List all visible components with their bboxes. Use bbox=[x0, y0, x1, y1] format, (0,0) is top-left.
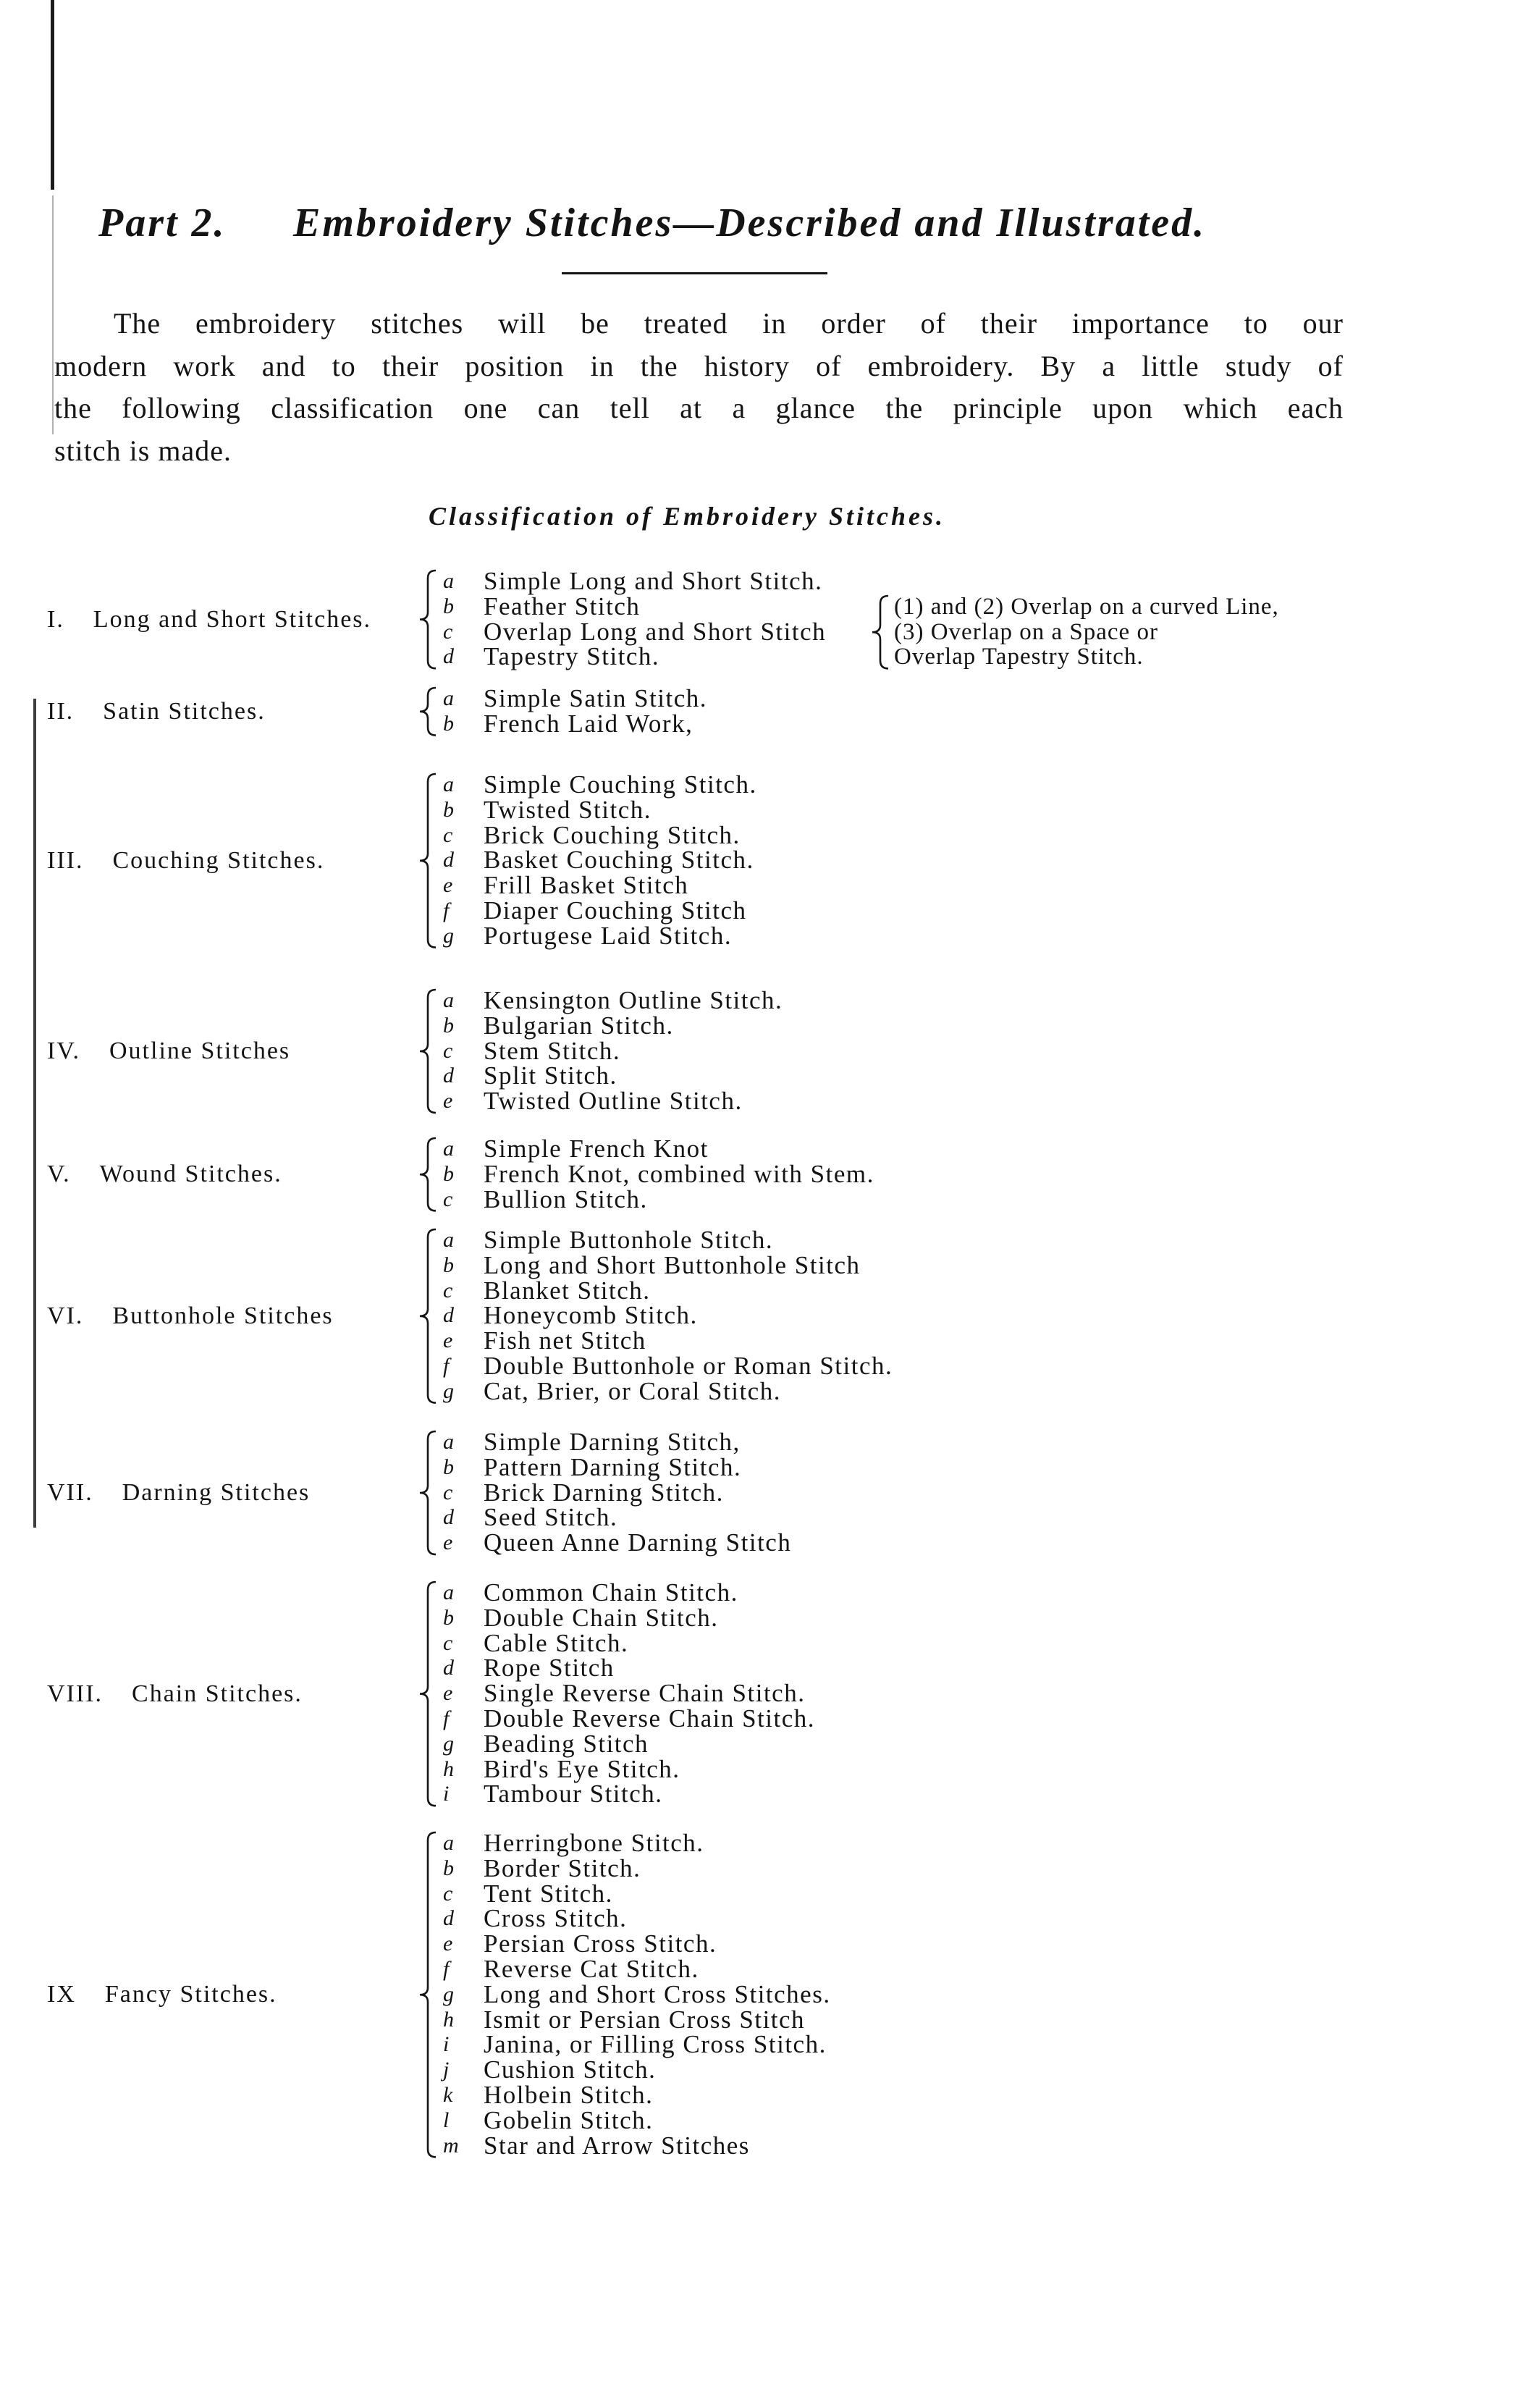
list-item bbox=[0, 1879, 1518, 1908]
section-numeral: V. bbox=[47, 1161, 71, 1188]
list-item bbox=[0, 921, 1518, 950]
scan-margin-mark bbox=[51, 0, 54, 190]
item-letter: l bbox=[443, 2108, 450, 2132]
item-text: Beading Stitch bbox=[484, 1729, 649, 1758]
title-divider bbox=[562, 272, 827, 274]
section-numeral: VI. bbox=[47, 1302, 84, 1329]
item-letter: e bbox=[443, 1681, 454, 1706]
item-letter: a bbox=[443, 988, 455, 1012]
item-text: Kensington Outline Stitch. bbox=[484, 986, 783, 1014]
item-text: Bird's Eye Stitch. bbox=[484, 1754, 680, 1783]
item-letter: c bbox=[443, 1881, 454, 1906]
list-item bbox=[0, 873, 1518, 898]
list-item bbox=[0, 1228, 1518, 1253]
item-letter: d bbox=[443, 848, 455, 872]
item-letter: b bbox=[443, 797, 455, 822]
item-letter: e bbox=[443, 1089, 454, 1114]
section-numeral: IV. bbox=[47, 1037, 80, 1064]
item-letter: c bbox=[443, 1278, 454, 1302]
list-item bbox=[0, 569, 1518, 594]
item-text: Brick Darning Stitch. bbox=[484, 1478, 724, 1507]
item-letter: a bbox=[443, 1228, 455, 1252]
section-name: Fancy Stitches. bbox=[104, 1981, 277, 2008]
section-wound-stitches bbox=[0, 1134, 1518, 1213]
item-text: Border Stitch. bbox=[484, 1853, 641, 1882]
item-letter: b bbox=[443, 1253, 455, 1277]
list-item bbox=[0, 1452, 1518, 1481]
item-letter: f bbox=[443, 898, 450, 922]
item-text: Cross Stitch. bbox=[484, 1904, 628, 1933]
item-letter: f bbox=[443, 1354, 450, 1378]
item-text: Seed Stitch. bbox=[484, 1503, 618, 1532]
list-item bbox=[0, 1528, 1518, 1557]
item-text: Split Stitch. bbox=[484, 1061, 617, 1090]
item-text: Cat, Brier, or Coral Stitch. bbox=[484, 1376, 781, 1405]
list-item bbox=[0, 1906, 1518, 1932]
item-letter: a bbox=[443, 1430, 455, 1454]
list-item bbox=[0, 1603, 1518, 1632]
item-text: Portugese Laid Stitch. bbox=[484, 921, 733, 950]
item-text: Double Reverse Chain Stitch. bbox=[484, 1704, 816, 1733]
title-part-number: Part 2. bbox=[98, 201, 227, 245]
item-text: French Knot, combined with Stem. bbox=[484, 1159, 874, 1188]
list-item bbox=[0, 1134, 1518, 1163]
list-item bbox=[0, 2055, 1518, 2084]
item-letter: a bbox=[443, 1580, 455, 1604]
list-item bbox=[0, 848, 1518, 873]
item-text: Bulgarian Stitch. bbox=[484, 1011, 674, 1040]
scan-margin-mark bbox=[52, 195, 54, 434]
item-text: Long and Short Buttonhole Stitch bbox=[484, 1250, 861, 1279]
item-text: Twisted Stitch. bbox=[484, 795, 652, 824]
list-item bbox=[0, 770, 1518, 799]
section-outline-stitches bbox=[0, 988, 1518, 1114]
intro-paragraph bbox=[54, 303, 1344, 473]
item-letter: i bbox=[443, 2032, 450, 2057]
section-numeral: III. bbox=[47, 846, 84, 874]
section-numeral: IX bbox=[47, 1981, 76, 2008]
note-line: (1) and (2) Overlap on a curved Line, bbox=[894, 593, 1279, 620]
list-item bbox=[0, 2131, 1518, 2160]
list-item bbox=[0, 1159, 1518, 1188]
item-text: Feather Stitch bbox=[484, 592, 641, 620]
note-brace bbox=[871, 594, 890, 670]
note-line: Overlap Tapestry Stitch. bbox=[894, 644, 1144, 670]
item-letter: b bbox=[443, 1455, 455, 1479]
item-letter: g bbox=[443, 1731, 455, 1756]
item-text: Double Chain Stitch. bbox=[484, 1603, 719, 1632]
item-letter: k bbox=[443, 2083, 454, 2107]
item-text: Simple French Knot bbox=[484, 1134, 709, 1163]
list-item bbox=[0, 1326, 1518, 1355]
item-letter: f bbox=[443, 1706, 450, 1730]
section-couching-stitches bbox=[0, 770, 1518, 950]
list-item bbox=[0, 2005, 1518, 2034]
list-item bbox=[0, 1184, 1518, 1213]
classification-heading: Classification of Embroidery Stitches. bbox=[428, 502, 946, 531]
list-item bbox=[0, 1957, 1518, 1982]
item-letter: d bbox=[443, 644, 455, 669]
item-text: Simple Satin Stitch. bbox=[484, 684, 708, 712]
list-item bbox=[0, 1979, 1518, 2008]
item-text: Honeycomb Stitch. bbox=[484, 1301, 698, 1330]
item-text: Star and Arrow Stitches bbox=[484, 2131, 750, 2160]
section-long-and-short-stitches bbox=[0, 569, 1518, 670]
item-text: Reverse Cat Stitch. bbox=[484, 1955, 699, 1983]
item-text: Simple Darning Stitch, bbox=[484, 1428, 741, 1456]
item-letter: c bbox=[443, 1480, 454, 1504]
item-text: Persian Cross Stitch. bbox=[484, 1929, 717, 1958]
item-letter: d bbox=[443, 1656, 455, 1680]
item-letter: a bbox=[443, 686, 455, 710]
list-item bbox=[0, 686, 1518, 712]
list-item bbox=[0, 1853, 1518, 1882]
section-numeral: VIII. bbox=[47, 1680, 104, 1707]
item-text: Gobelin Stitch. bbox=[484, 2105, 654, 2134]
section-name: Satin Stitches. bbox=[103, 697, 266, 725]
item-text: Herringbone Stitch. bbox=[484, 1829, 704, 1857]
list-item bbox=[0, 1478, 1518, 1507]
list-item bbox=[0, 1011, 1518, 1040]
section-name: Chain Stitches. bbox=[132, 1680, 303, 1707]
list-item bbox=[0, 1505, 1518, 1531]
list-item bbox=[0, 898, 1518, 924]
item-text: Simple Couching Stitch. bbox=[484, 770, 757, 799]
item-letter: g bbox=[443, 1378, 455, 1403]
list-item bbox=[0, 2083, 1518, 2108]
item-letter: j bbox=[443, 2058, 450, 2082]
list-item bbox=[0, 1061, 1518, 1090]
item-text: French Laid Work, bbox=[484, 709, 693, 738]
list-item bbox=[0, 1580, 1518, 1606]
item-letter: b bbox=[443, 711, 455, 736]
section-name: Long and Short Stitches. bbox=[93, 605, 372, 633]
list-item bbox=[0, 1754, 1518, 1783]
item-text: Fish net Stitch bbox=[484, 1326, 646, 1355]
item-letter: b bbox=[443, 1013, 455, 1037]
item-text: Bullion Stitch. bbox=[484, 1184, 648, 1213]
section-name: Darning Stitches bbox=[122, 1479, 311, 1506]
item-text: Double Buttonhole or Roman Stitch. bbox=[484, 1352, 893, 1380]
list-item bbox=[0, 1036, 1518, 1065]
item-letter: a bbox=[443, 1137, 455, 1161]
list-item bbox=[0, 1929, 1518, 1958]
item-text: Diaper Couching Stitch bbox=[484, 896, 747, 925]
section-numeral: II. bbox=[47, 697, 75, 725]
item-text: Single Reverse Chain Stitch. bbox=[484, 1679, 806, 1708]
item-letter: i bbox=[443, 1782, 450, 1806]
item-text: Basket Couching Stitch. bbox=[484, 846, 754, 875]
item-letter: b bbox=[443, 1856, 455, 1880]
list-item bbox=[0, 1831, 1518, 1856]
list-item bbox=[0, 1782, 1518, 1807]
item-letter: d bbox=[443, 1064, 455, 1088]
item-text: Brick Couching Stitch. bbox=[484, 820, 741, 849]
list-item bbox=[0, 1628, 1518, 1657]
item-text: Cushion Stitch. bbox=[484, 2055, 657, 2084]
item-text: Ismit or Persian Cross Stitch bbox=[484, 2005, 806, 2034]
item-text: Frill Basket Stitch bbox=[484, 871, 689, 900]
item-letter: e bbox=[443, 873, 454, 898]
intro-line: the following classification one can tell at a glance the principle upon which each bbox=[54, 392, 1344, 425]
list-item bbox=[0, 594, 1518, 620]
list-item bbox=[0, 1430, 1518, 1455]
intro-line: modern work and to their position in the history of embroidery. By a little study of bbox=[54, 349, 1344, 382]
intro-line: The embroidery stitches will be treated in order of their importance to our bbox=[114, 307, 1344, 340]
section-name: Outline Stitches bbox=[109, 1037, 291, 1064]
item-letter: b bbox=[443, 594, 455, 618]
item-letter: g bbox=[443, 1982, 455, 2006]
item-letter: b bbox=[443, 1605, 455, 1630]
item-letter: f bbox=[443, 1957, 450, 1981]
section-name: Couching Stitches. bbox=[112, 846, 325, 874]
list-item bbox=[0, 1729, 1518, 1758]
item-letter: c bbox=[443, 822, 454, 847]
list-item bbox=[0, 1250, 1518, 1279]
item-text: Janina, or Filling Cross Stitch. bbox=[484, 2030, 827, 2059]
list-item bbox=[0, 1656, 1518, 1681]
item-text: Stem Stitch. bbox=[484, 1036, 621, 1065]
section-fancy-stitches bbox=[0, 1831, 1518, 2158]
item-letter: c bbox=[443, 1630, 454, 1655]
item-text: Tapestry Stitch. bbox=[484, 642, 660, 671]
item-letter: e bbox=[443, 1531, 454, 1555]
section-name: Buttonhole Stitches bbox=[112, 1302, 334, 1329]
item-letter: m bbox=[443, 2133, 460, 2157]
item-letter: b bbox=[443, 1161, 455, 1186]
section-numeral: I. bbox=[47, 605, 64, 633]
page-title: Embroidery Stitches—Described and Illustrated. bbox=[293, 201, 1207, 245]
list-item bbox=[0, 988, 1518, 1014]
item-text: Long and Short Cross Stitches. bbox=[484, 1979, 831, 2008]
list-item bbox=[0, 1681, 1518, 1706]
list-item bbox=[0, 795, 1518, 824]
item-letter: c bbox=[443, 619, 454, 644]
list-item bbox=[0, 2105, 1518, 2134]
item-text: Blanket Stitch. bbox=[484, 1276, 651, 1305]
list-item bbox=[0, 1303, 1518, 1329]
item-text: Queen Anne Darning Stitch bbox=[484, 1528, 792, 1557]
list-item bbox=[0, 1089, 1518, 1114]
item-letter: a bbox=[443, 569, 455, 593]
item-text: Common Chain Stitch. bbox=[484, 1578, 738, 1607]
list-item bbox=[0, 1354, 1518, 1379]
section-numeral: VII. bbox=[47, 1479, 93, 1506]
item-text: Overlap Long and Short Stitch bbox=[484, 617, 827, 646]
item-text: Simple Long and Short Stitch. bbox=[484, 567, 823, 595]
item-text: Rope Stitch bbox=[484, 1654, 615, 1683]
item-letter: d bbox=[443, 1906, 455, 1931]
item-text: Simple Buttonhole Stitch. bbox=[484, 1226, 774, 1254]
item-letter: g bbox=[443, 923, 455, 948]
item-letter: d bbox=[443, 1505, 455, 1530]
item-text: Tambour Stitch. bbox=[484, 1780, 663, 1809]
item-text: Holbein Stitch. bbox=[484, 2081, 654, 2109]
item-letter: c bbox=[443, 1038, 454, 1063]
section-satin-stitches bbox=[0, 686, 1518, 737]
item-letter: a bbox=[443, 773, 455, 796]
item-letter: d bbox=[443, 1303, 455, 1328]
section-chain-stitches bbox=[0, 1580, 1518, 1807]
list-item bbox=[0, 1276, 1518, 1305]
section-darning-stitches bbox=[0, 1430, 1518, 1556]
item-letter: e bbox=[443, 1329, 454, 1353]
item-text: Cable Stitch. bbox=[484, 1628, 629, 1657]
item-letter: h bbox=[443, 1756, 455, 1781]
item-text: Twisted Outline Stitch. bbox=[484, 1087, 743, 1116]
list-item bbox=[0, 820, 1518, 849]
item-letter: h bbox=[443, 2007, 455, 2032]
list-item bbox=[0, 1706, 1518, 1732]
item-text: Pattern Darning Stitch. bbox=[484, 1452, 742, 1481]
list-item bbox=[0, 2032, 1518, 2058]
intro-line: stitch is made. bbox=[54, 434, 232, 468]
note-line: (3) Overlap on a Space or bbox=[894, 618, 1158, 645]
item-letter: a bbox=[443, 1831, 455, 1855]
item-letter: e bbox=[443, 1932, 454, 1956]
section-buttonhole-stitches bbox=[0, 1228, 1518, 1405]
section-name: Wound Stitches. bbox=[99, 1161, 282, 1188]
item-text: Tent Stitch. bbox=[484, 1879, 613, 1908]
item-letter: c bbox=[443, 1187, 454, 1211]
list-item bbox=[0, 1376, 1518, 1405]
list-item bbox=[0, 644, 1518, 670]
